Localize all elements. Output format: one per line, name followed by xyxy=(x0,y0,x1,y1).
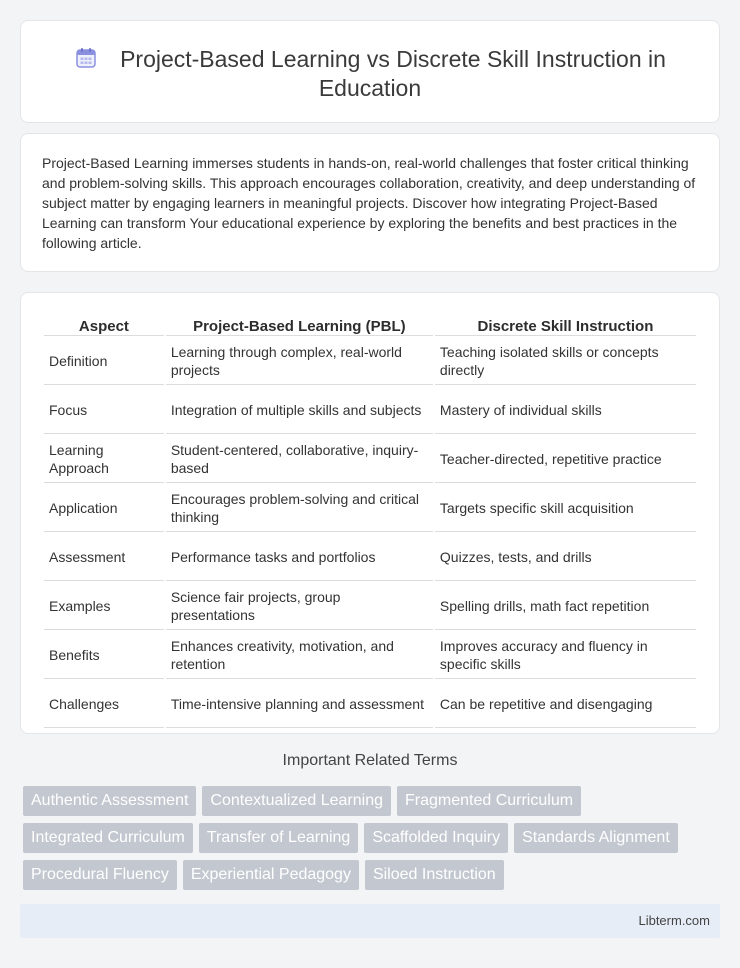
aspect-cell: Application xyxy=(44,485,164,532)
table-row xyxy=(44,338,696,385)
discrete-cell: Spelling drills, math fact repetition xyxy=(435,583,696,630)
discrete-cell: Targets specific skill acquisition xyxy=(435,485,696,532)
aspect-cell: Learning Approach xyxy=(44,436,164,483)
related-terms-heading: Important Related Terms xyxy=(282,752,458,769)
aspect-cell: Focus xyxy=(44,387,164,434)
discrete-cell: Teacher-directed, repetitive practice xyxy=(435,436,696,483)
tag-standards-alignment[interactable]: Standards Alignment xyxy=(514,823,678,853)
tag-procedural-fluency[interactable]: Procedural Fluency xyxy=(23,860,177,890)
pbl-cell: Student-centered, collaborative, inquiry-based xyxy=(166,436,433,483)
related-terms-list xyxy=(23,786,723,897)
discrete-cell: Quizzes, tests, and drills xyxy=(435,534,696,581)
table-row xyxy=(44,436,696,483)
tag-contextualized-learning[interactable]: Contextualized Learning xyxy=(202,786,391,816)
footer xyxy=(20,904,720,938)
table-row xyxy=(44,534,696,581)
tag-row xyxy=(23,823,723,853)
intro-paragraph: Project-Based Learning immerses students in hands-on, real-world challenges that foster critical thinking and problem-solving skills. This approach encourages collaboration, creativity, and deep understanding of subject matter by engaging learners in meaningful projects. Discover how integrating Project-Based Learning can transform Your educational experience by exploring the benefits and best practices in the following article. xyxy=(42,155,696,251)
tag-siloed-instruction[interactable]: Siloed Instruction xyxy=(365,860,504,890)
tag-authentic-assessment[interactable]: Authentic Assessment xyxy=(23,786,196,816)
pbl-cell: Encourages problem-solving and critical thinking xyxy=(166,485,433,532)
table-row xyxy=(44,632,696,679)
discrete-cell: Mastery of individual skills xyxy=(435,387,696,434)
page-title-row xyxy=(21,45,719,103)
header-aspect: Aspect xyxy=(44,316,164,336)
tag-integrated-curriculum[interactable]: Integrated Curriculum xyxy=(23,823,193,853)
calendar-icon xyxy=(74,46,98,70)
table-row xyxy=(44,485,696,532)
aspect-cell: Assessment xyxy=(44,534,164,581)
intro-card xyxy=(20,133,720,272)
aspect-cell: Benefits xyxy=(44,632,164,679)
discrete-cell: Teaching isolated skills or concepts directly xyxy=(435,338,696,385)
pbl-cell: Science fair projects, group presentations xyxy=(166,583,433,630)
comparison-table xyxy=(42,314,698,730)
tag-transfer-of-learning[interactable]: Transfer of Learning xyxy=(199,823,358,853)
aspect-cell: Examples xyxy=(44,583,164,630)
page-title: Project-Based Learning vs Discrete Skill Instruction in Education xyxy=(120,46,666,101)
aspect-cell: Challenges xyxy=(44,681,164,728)
tag-fragmented-curriculum[interactable]: Fragmented Curriculum xyxy=(397,786,581,816)
tag-row xyxy=(23,860,723,890)
table-row xyxy=(44,387,696,434)
aspect-cell: Definition xyxy=(44,338,164,385)
title-card xyxy=(20,20,720,123)
table-row xyxy=(44,681,696,728)
header-discrete: Discrete Skill Instruction xyxy=(435,316,696,336)
tag-row xyxy=(23,786,723,816)
discrete-cell: Can be repetitive and disengaging xyxy=(435,681,696,728)
pbl-cell: Performance tasks and portfolios xyxy=(166,534,433,581)
header-pbl: Project-Based Learning (PBL) xyxy=(166,316,433,336)
tag-experiential-pedagogy[interactable]: Experiential Pedagogy xyxy=(183,860,359,890)
tag-scaffolded-inquiry[interactable]: Scaffolded Inquiry xyxy=(364,823,508,853)
comparison-card xyxy=(20,292,720,734)
table-row xyxy=(44,583,696,630)
table-header-row xyxy=(44,316,696,336)
pbl-cell: Enhances creativity, motivation, and retention xyxy=(166,632,433,679)
pbl-cell: Learning through complex, real-world projects xyxy=(166,338,433,385)
discrete-cell: Improves accuracy and fluency in specific skills xyxy=(435,632,696,679)
pbl-cell: Integration of multiple skills and subjects xyxy=(166,387,433,434)
footer-site-link[interactable]: Libterm.com xyxy=(638,913,710,928)
pbl-cell: Time-intensive planning and assessment xyxy=(166,681,433,728)
